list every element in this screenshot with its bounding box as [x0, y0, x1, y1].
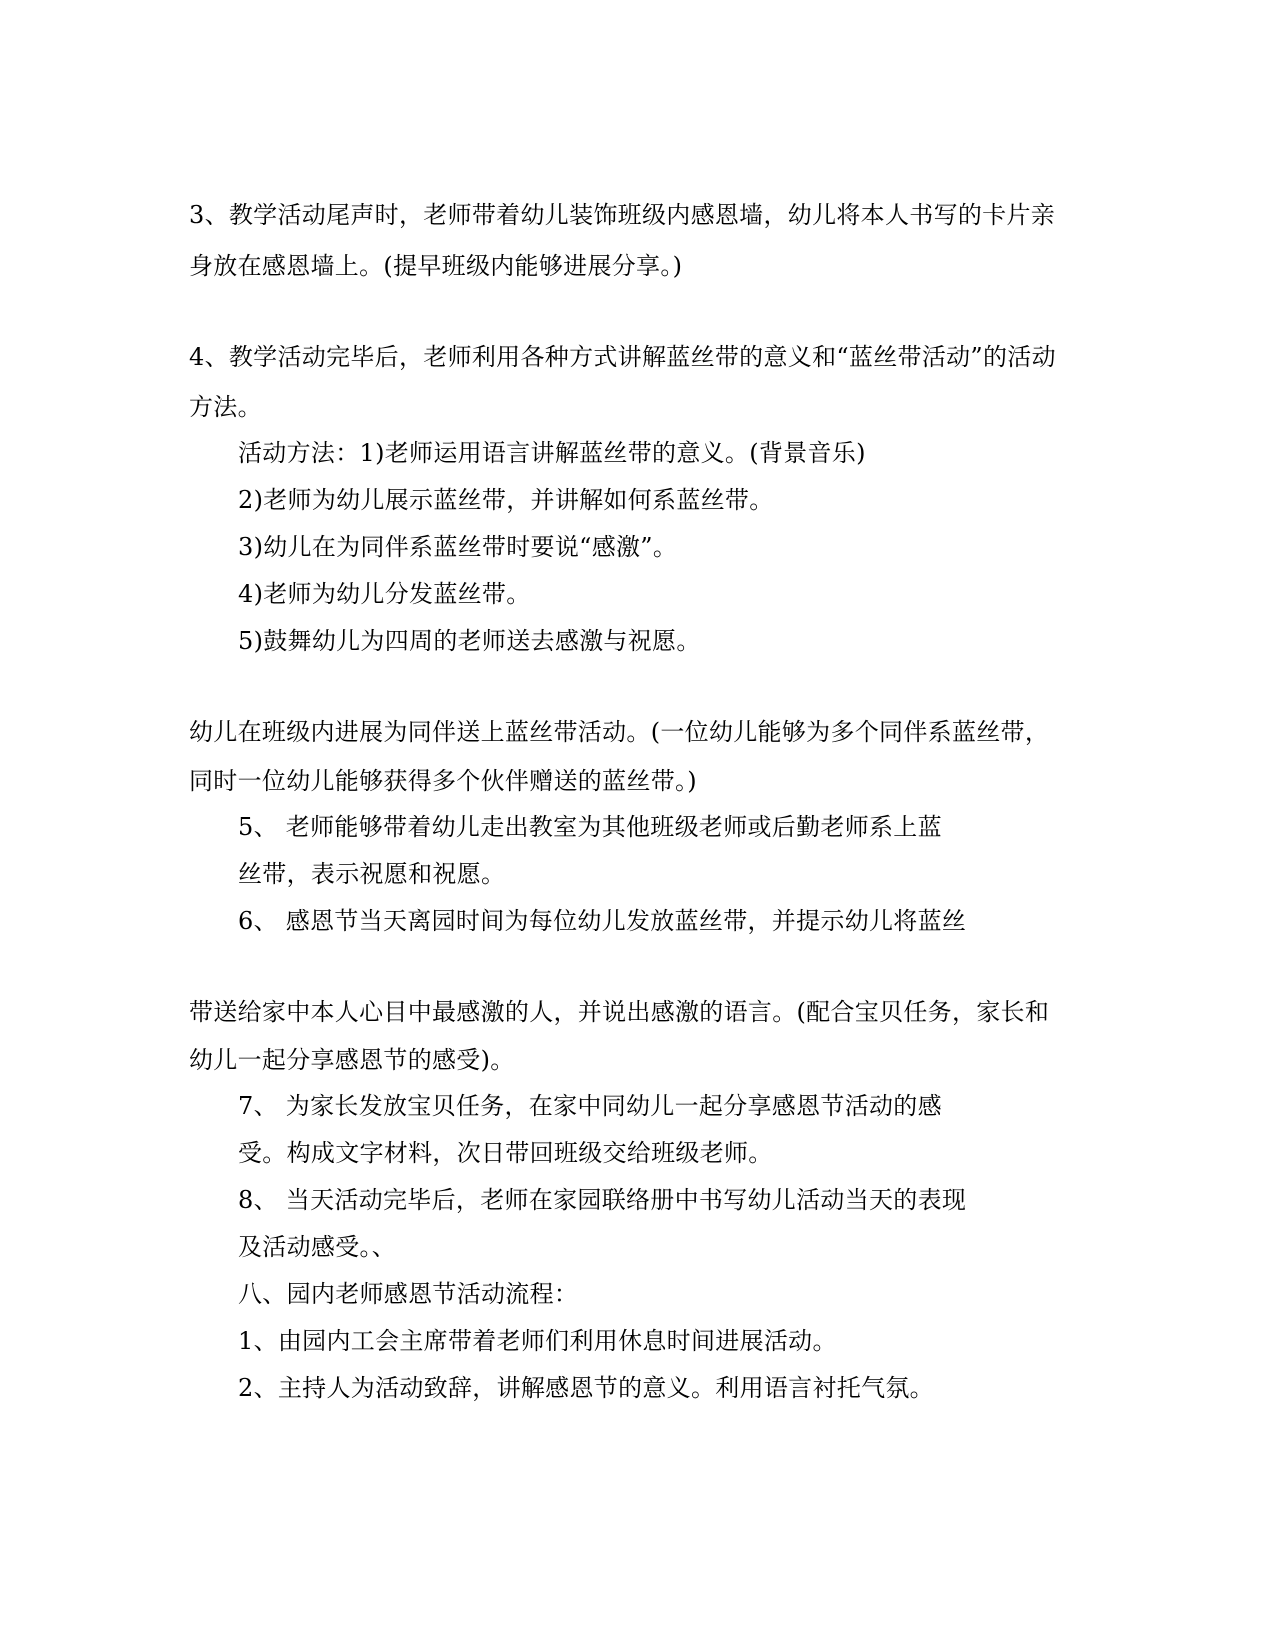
paragraph-line: 幼儿在班级内进展为同伴送上蓝丝带活动。(一位幼儿能够为多个同伴系蓝丝带， — [189, 718, 1050, 746]
numbered-item: 8、 当天活动完毕后，老师在家园联络册中书写幼儿活动当天的表现 — [238, 1186, 967, 1214]
numbered-item: 7、 为家长发放宝贝任务，在家中同幼儿一起分享感恩节活动的感 — [238, 1092, 942, 1120]
process-step: 1、由园内工会主席带着老师们利用休息时间进展活动。 — [238, 1327, 837, 1355]
method-item: 3)幼儿在为同伴系蓝丝带时要说“感激”。 — [238, 533, 678, 561]
method-item: 2)老师为幼儿展示蓝丝带，并讲解如何系蓝丝带。 — [238, 486, 774, 514]
method-item: 活动方法：1)老师运用语言讲解蓝丝带的意义。(背景音乐) — [238, 439, 866, 467]
paragraph-line: 带送给家中本人心目中最感激的人，并说出感激的语言。(配合宝贝任务，家长和 — [189, 998, 1050, 1026]
section-heading: 八、园内老师感恩节活动流程： — [238, 1280, 579, 1308]
numbered-item-continuation: 受。构成文字材料，次日带回班级交给班级老师。 — [238, 1139, 773, 1167]
numbered-item: 5、 老师能够带着幼儿走出教室为其他班级老师或后勤老师系上蓝 — [238, 813, 942, 841]
paragraph-line: 3、教学活动尾声时，老师带着幼儿装饰班级内感恩墙，幼儿将本人书写的卡片亲 — [189, 201, 1056, 229]
process-step: 2、主持人为活动致辞，讲解感恩节的意义。利用语言衬托气氛。 — [238, 1374, 934, 1402]
paragraph-line: 同时一位幼儿能够获得多个伙伴赠送的蓝丝带。) — [189, 767, 697, 795]
numbered-item-continuation: 丝带，表示祝愿和祝愿。 — [238, 860, 506, 888]
method-item: 5)鼓舞幼儿为四周的老师送去感激与祝愿。 — [238, 627, 701, 655]
method-item: 4)老师为幼儿分发蓝丝带。 — [238, 580, 531, 608]
paragraph-line: 身放在感恩墙上。(提早班级内能够进展分享。) — [189, 252, 683, 280]
paragraph-line: 方法。 — [189, 393, 262, 421]
paragraph-line: 幼儿一起分享感恩节的感受)。 — [189, 1046, 515, 1074]
numbered-item: 6、 感恩节当天离园时间为每位幼儿发放蓝丝带，并提示幼儿将蓝丝 — [238, 907, 967, 935]
numbered-item-continuation: 及活动感受。、 — [238, 1233, 397, 1261]
paragraph-line: 4、教学活动完毕后，老师利用各种方式讲解蓝丝带的意义和“蓝丝带活动”的活动 — [189, 343, 1056, 371]
